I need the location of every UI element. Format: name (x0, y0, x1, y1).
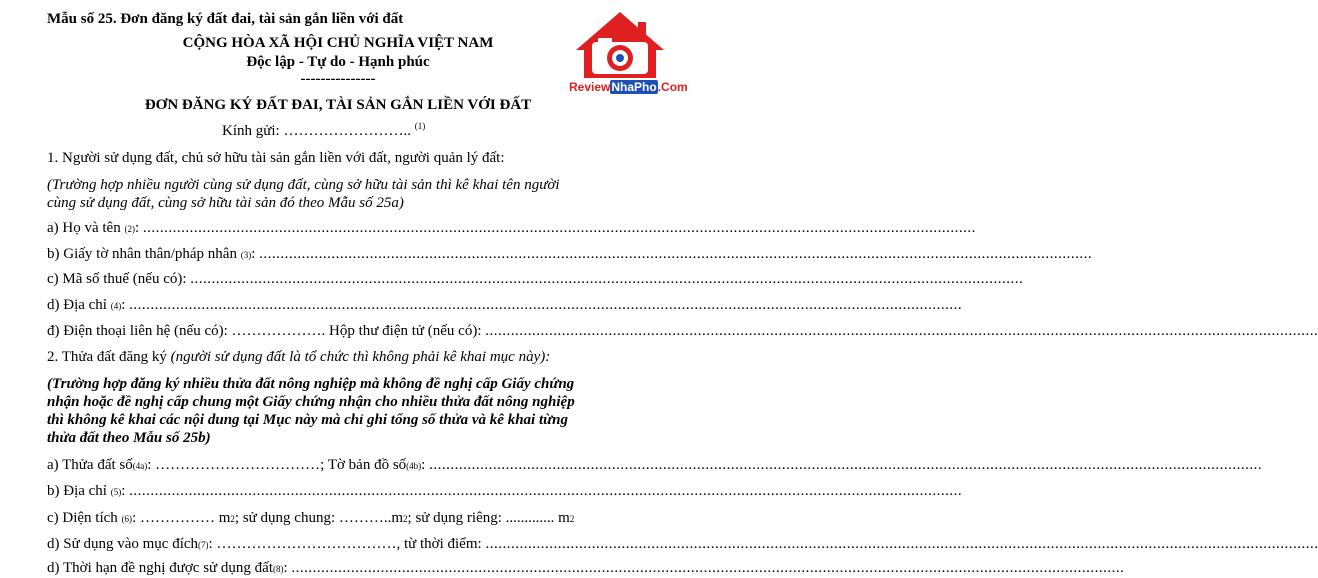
section2-note-line1: (Trường hợp đăng ký nhiều thửa đất nông nghiệp mà không đề nghị cấp Giấy chứng (47, 376, 575, 392)
section2-note-line4: thửa đất theo Mẫu số 25b) (47, 430, 211, 446)
field-tax-code[interactable]: c) Mã số thuế (nếu có): ..... (47, 270, 629, 288)
field-phone-email[interactable]: đ) Điện thoại liên hệ (nếu có): ………………. Hộp thư điện tử (nếu có): ..... (47, 322, 629, 340)
motto: Độc lập - Tự do - Hạnh phúc (246, 54, 430, 70)
country-name: CỘNG HÒA XÃ HỘI CHỦ NGHĨA VIỆT NAM (182, 35, 494, 51)
section2-note-line3: thì không kê khai các nội dung tại Mục này mà chỉ ghi tổng số thửa và kê khai từng (47, 412, 568, 428)
section1-note-line2: cùng sử dụng đất, cùng sở hữu tài sản đó theo Mẫu số 25a) (47, 195, 404, 211)
greeting: Kính gửi: …………………….. $^{(1)}$ (222, 121, 426, 139)
field-parcel-number[interactable]: a) Thửa đất số (4a) : ……………………………; Tờ bản đồ số (4b) : ..... (47, 456, 629, 474)
field-full-name[interactable]: a) Họ và tên (2) : ..... (47, 219, 629, 237)
section2-heading: 2. Thửa đất đăng ký (người sử dụng đất là tổ chức thì không phải kê khai mục này): (47, 349, 551, 365)
field-parcel-address[interactable]: b) Địa chỉ (5) : ..... (47, 482, 629, 500)
field-land-use-purpose[interactable]: d) Sử dụng vào mục đích (7) : ………………………………, từ thời điểm: ..... (47, 535, 629, 553)
field-land-use-term[interactable]: d) Thời hạn đề nghị được sử dụng đất (8) : ..... (47, 559, 629, 577)
logo-text: ReviewNhaPho.Com (569, 80, 688, 94)
field-area[interactable]: c) Diện tích (6) : …………… m 2 ; sử dụng chung: ……….. m 2 ; sử dụng riêng: ............. m 2 (47, 510, 575, 526)
form-number: Mẫu số 25. Đơn đăng ký đất đai, tài sản gắn liền với đất (47, 11, 404, 27)
separator: --------------- (300, 71, 376, 87)
section1-note-line1: (Trường hợp nhiều người cùng sử dụng đất, cùng sở hữu tài sản thì kê khai tên người (47, 177, 560, 193)
section1-heading: 1. Người sử dụng đất, chủ sở hữu tài sản gắn liền với đất, người quản lý đất: (47, 150, 505, 166)
field-identity-doc[interactable]: b) Giấy tờ nhân thân/pháp nhân (3) : ..... (47, 245, 629, 263)
section2-note-line2: nhận hoặc đề nghị cấp chung một Giấy chứng nhận cho nhiều thửa đất nông nghiệp (47, 394, 575, 410)
document-title: ĐƠN ĐĂNG KÝ ĐẤT ĐAI, TÀI SẢN GẮN LIỀN VỚI ĐẤT (144, 97, 532, 113)
field-address[interactable]: d) Địa chỉ (4) : ..... (47, 296, 629, 314)
